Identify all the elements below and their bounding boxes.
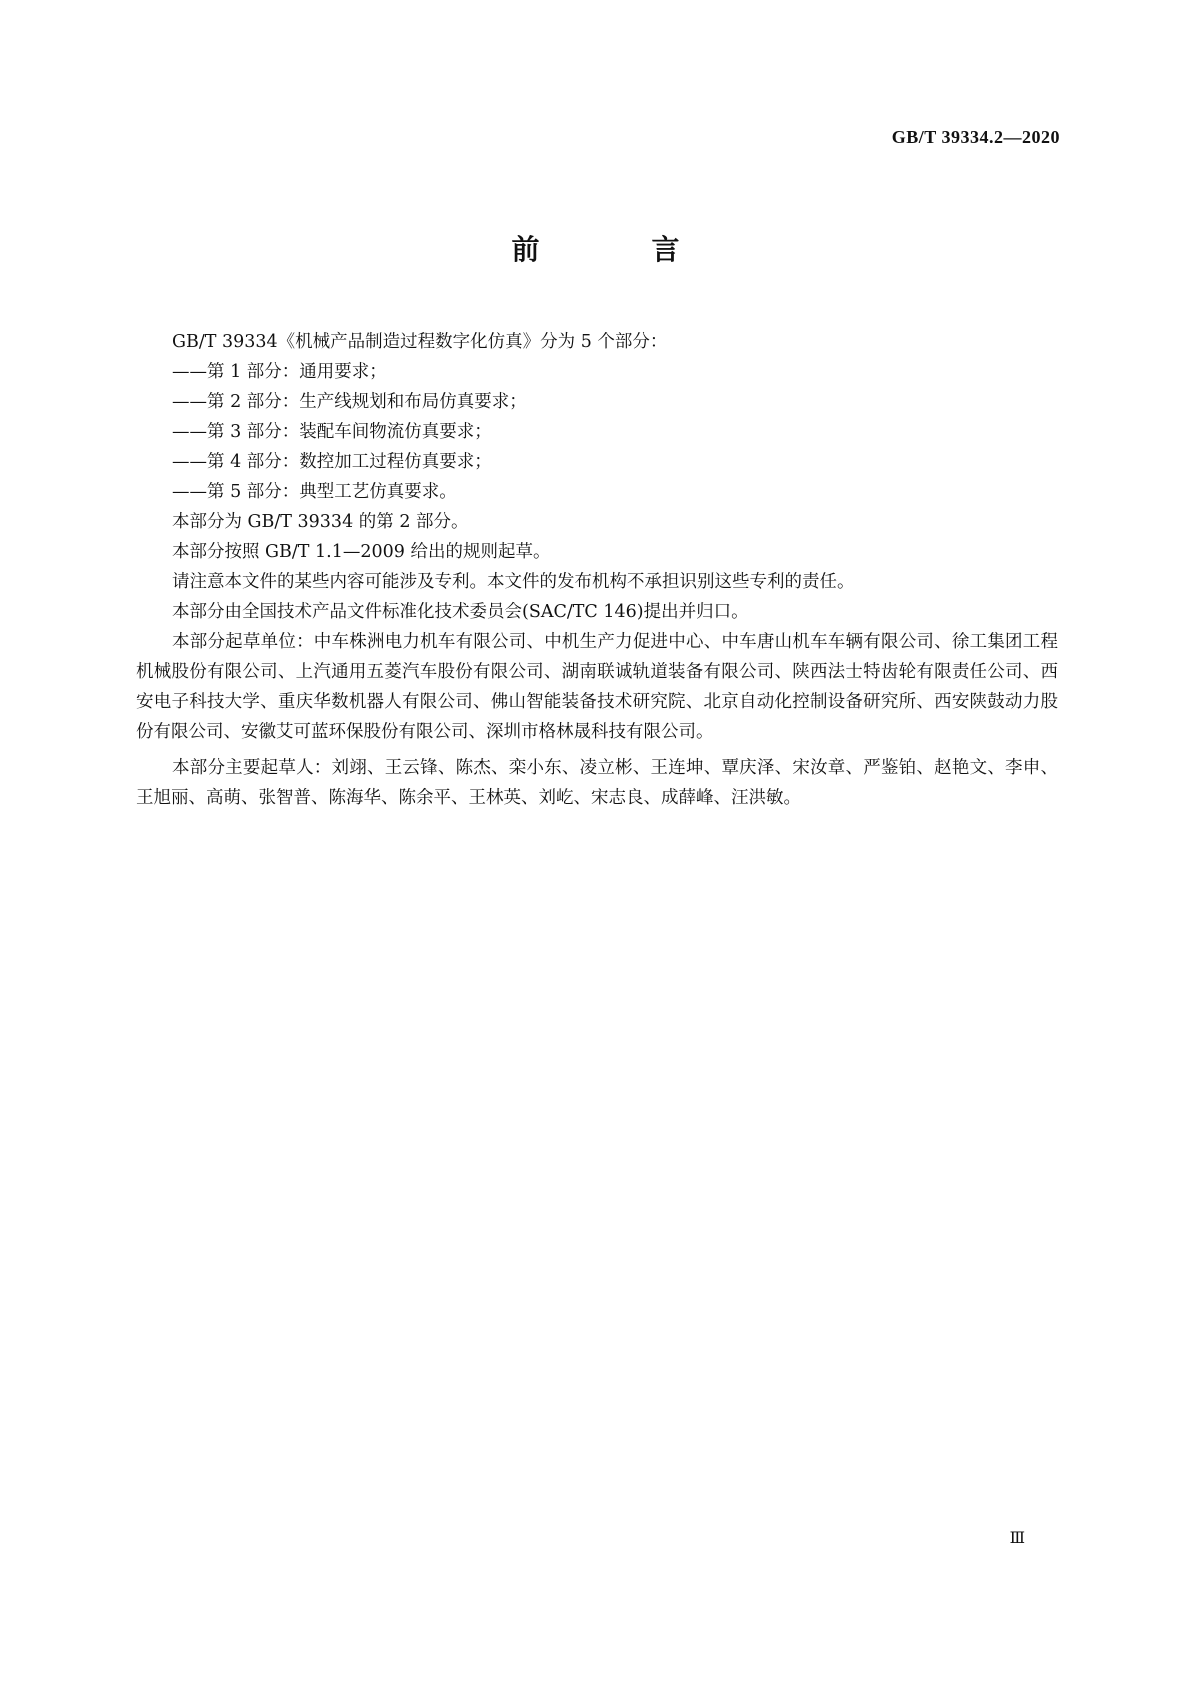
list-item-part-2: ——第 2 部分：生产线规划和布局仿真要求；: [172, 392, 527, 412]
paragraph-parts-intro: GB/T 39334《机械产品制造过程数字化仿真》分为 5 个部分：: [172, 332, 668, 352]
list-item-part-4: ——第 4 部分：数控加工过程仿真要求；: [172, 452, 492, 472]
list-item-part-1: ——第 1 部分：通用要求；: [172, 362, 387, 382]
standard-number: GB/T 39334.2—2020: [891, 127, 1060, 147]
paragraph-patent-notice: 请注意本文件的某些内容可能涉及专利。本文件的发布机构不承担识别这些专利的责任。: [172, 572, 855, 592]
paragraph-proposed-by: 本部分由全国技术产品文件标准化技术委员会(SAC/TC 146)提出并归口。: [172, 602, 749, 622]
list-item-part-3: ——第 3 部分：装配车间物流仿真要求；: [172, 422, 492, 442]
foreword-body: [136, 327, 1058, 813]
page-title: 前 言: [511, 233, 722, 266]
paragraph-drafting-rules: 本部分按照 GB/T 1.1—2009 给出的规则起草。: [172, 542, 551, 562]
page-number: Ⅲ: [1009, 1530, 1025, 1547]
list-item-part-5: ——第 5 部分：典型工艺仿真要求。: [172, 482, 457, 502]
paragraph-this-part: 本部分为 GB/T 39334 的第 2 部分。: [172, 512, 469, 532]
paragraph-drafters: 本部分主要起草人：刘翊、王云锋、陈杰、栾小东、凌立彬、王连坤、覃庆泽、宋汝章、严鉴铂、赵艳文、李申、王旭丽、高萌、张智普、陈海华、陈余平、王林英、刘屹、宋志良、成薛峰、汪洪敏。: [136, 758, 1058, 808]
paragraph-drafting-units: 本部分起草单位：中车株洲电力机车有限公司、中机生产力促进中心、中车唐山机车车辆有限公司、徐工集团工程机械股份有限公司、上汽通用五菱汽车股份有限公司、湖南联诚轨道装备有限公司、陕西法士特齿轮有限责任公司、西安电子科技大学、重庆华数机器人有限公司、佛山智能装备技术研究院、北京自动化控制设备研究所、西安陕鼓动力股份有限公司、安徽艾可蓝环保股份有限公司、深圳市格林晟科技有限公司。: [136, 632, 1058, 742]
